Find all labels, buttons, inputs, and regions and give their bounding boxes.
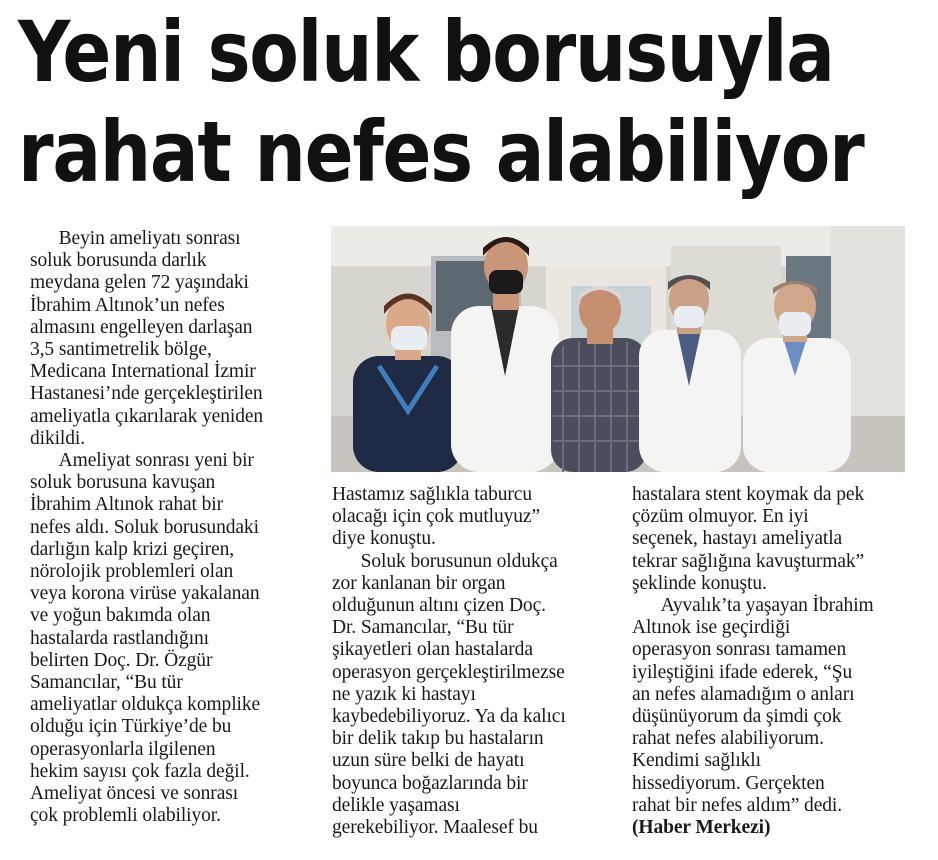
article-text-line: Ameliyat sonrası yeni bir <box>30 450 254 472</box>
group-photo-icon <box>331 226 905 472</box>
article-text-line: soluk borusuna kavuşan <box>30 472 216 494</box>
article-text-line: operasyon sonrası tamamen <box>632 639 847 661</box>
article-text-line: gerekebiliyor. Maalesef bu <box>332 817 538 839</box>
article-text-line: Hastanesi’nde gerçekleştirilen <box>30 383 263 405</box>
headline-line-1: Yeni soluk borusuyla <box>18 3 834 101</box>
article-text-line: Medicana International İzmir <box>30 361 256 383</box>
article-text-line: Kendimi sağlıklı <box>632 750 761 772</box>
article-text-line: Altınok ise geçirdiği <box>632 617 791 639</box>
article-text-line: an nefes alamadığım o anları <box>632 683 855 705</box>
article-text-line: nörolojik problemleri olan <box>30 561 234 583</box>
article-text-line: rahat nefes alabiliyorum. <box>632 728 824 750</box>
article-text-line: hissediyorum. Gerçekten <box>632 772 825 794</box>
article-text-line: iyileştiğini ifade ederek, “Şu <box>632 661 853 683</box>
article-text-line: nefes aldı. Soluk borusundaki <box>30 516 259 538</box>
article-text-line: 3,5 santimetrelik bölge, <box>30 339 212 361</box>
article-text-line: hekim sayısı çok fazla değil. <box>30 760 250 782</box>
article-text-line: soluk borusunda darlık <box>30 250 207 272</box>
article-text-line: hastalara stent koymak da pek <box>632 484 865 505</box>
byline: (Haber Merkezi) <box>632 817 771 839</box>
article-text-line: Dr. Samancılar, “Bu tür <box>332 617 514 639</box>
article-text-line: kaybedebiliyoruz. Ya da kalıcı <box>332 706 566 728</box>
article-text-line: diye konuştu. <box>332 528 436 550</box>
article-text-line: İbrahim Altınok’un nefes <box>30 294 225 316</box>
headline-line-2: rahat nefes alabiliyor <box>18 103 864 201</box>
article-text-line: seçenek, hastayı ameliyatla <box>632 528 843 550</box>
article-text-line: operasyon gerçekleştirilmezse <box>332 661 565 683</box>
article-text-line: hastalarda rastlandığını <box>30 627 209 649</box>
article-text-line: delikle yaşaması <box>332 794 460 816</box>
article-text-line: tekrar sağlığına kavuşturmak” <box>632 550 865 572</box>
article-text-line: olduğu için Türkiye’de bu <box>30 716 232 738</box>
article-column-1 <box>30 228 310 827</box>
article-text-line: rahat bir nefes aldım” dedi. <box>632 794 842 816</box>
article-text-line: operasyonlarla ilgilenen <box>30 738 216 760</box>
article-text-line: uzun süre belki de hayatı <box>332 750 525 772</box>
article-column-3 <box>632 484 922 839</box>
headline <box>18 2 864 202</box>
article-text-line: şikayetleri olan hastalarda <box>332 639 533 661</box>
article-text-line: dikildi. <box>30 427 85 449</box>
article-text-line: İbrahim Altınok rahat bir <box>30 494 223 516</box>
article-text-line: olacağı için çok mutluyuz” <box>332 506 541 528</box>
article-text-line: zor kanlanan bir organ <box>332 572 506 594</box>
article-text-line: ne yazık ki hastayı <box>332 683 476 705</box>
article-text-line: Hastamız sağlıkla taburcu <box>332 484 533 505</box>
article-column-2 <box>332 484 622 839</box>
article-text-line: ameliyatlar oldukça komplike <box>30 694 261 716</box>
article-text-line: belirten Doç. Dr. Özgür <box>30 649 213 671</box>
article-text-line: Soluk borusunun oldukça <box>332 550 558 572</box>
article-text-line: ve yoğun bakımda olan <box>30 605 211 627</box>
article-text-line: düşünüyorum da şimdi çok <box>632 706 842 728</box>
article-text-line: olduğunun altını çizen Doç. <box>332 595 546 617</box>
article-text-line: Beyin ameliyatı sonrası <box>30 228 241 249</box>
article-text-line: Ayvalık’ta yaşayan İbrahim <box>632 595 874 617</box>
article-text-line: Ameliyat öncesi ve sonrası <box>30 783 239 805</box>
article-text-line: Samancılar, “Bu tür <box>30 672 183 694</box>
article-text-line: şeklinde konuştu. <box>632 572 767 594</box>
article-photo <box>331 226 905 472</box>
article-text-line: boyunca boğazlarında bir <box>332 772 528 794</box>
article-text-line: almasını engelleyen darlaşan <box>30 316 253 338</box>
article-text-line: meydana gelen 72 yaşındaki <box>30 272 249 294</box>
article-text-line: çözüm olmuyor. En iyi <box>632 506 809 528</box>
article-text-line: darlığın kalp krizi geçiren, <box>30 538 235 560</box>
article-text-line: bir delik takıp bu hastaların <box>332 728 544 750</box>
article-text-line: çok problemli olabiliyor. <box>30 805 221 827</box>
article-text-line: veya korona virüse yakalanan <box>30 583 260 605</box>
article-text-line: ameliyatla çıkarılarak yeniden <box>30 405 264 427</box>
